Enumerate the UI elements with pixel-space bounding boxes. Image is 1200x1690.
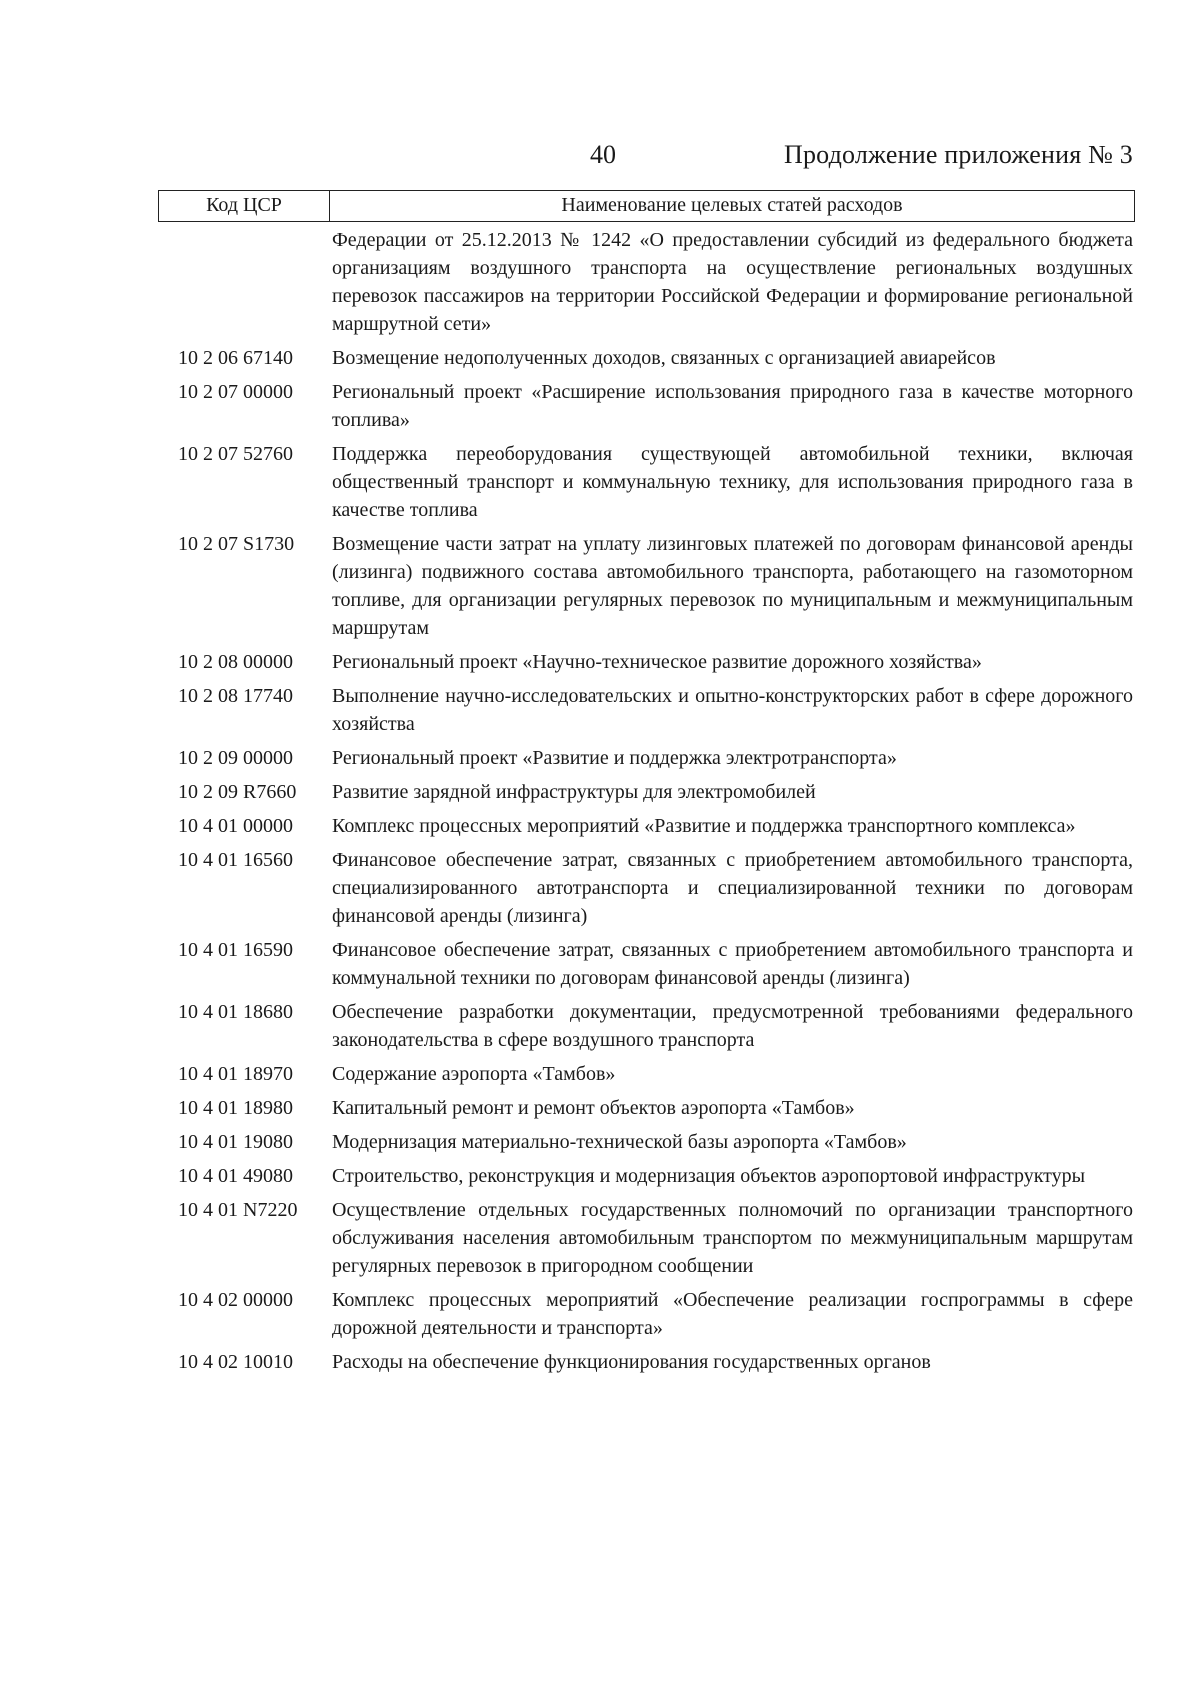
row-name: Региональный проект «Расширение использования природного газа в качестве моторного топлива» <box>332 381 1133 431</box>
table-row <box>158 812 1135 840</box>
table-row <box>158 846 1135 930</box>
table-row <box>158 936 1135 992</box>
row-name: Строительство, реконструкция и модернизация объектов аэропортовой инфраструктуры <box>332 1165 1086 1187</box>
page-header <box>0 140 1200 180</box>
table-row <box>158 1196 1135 1280</box>
row-code: 10 2 08 00000 <box>178 651 293 673</box>
row-code: 10 2 08 17740 <box>178 685 293 707</box>
table-row <box>158 648 1135 676</box>
appendix-continuation-title: Продолжение приложения № 3 <box>783 140 1133 169</box>
table-row <box>158 1162 1135 1190</box>
row-code: 10 4 01 16590 <box>178 939 293 961</box>
row-code: 10 2 07 00000 <box>178 381 293 403</box>
row-code: 10 2 07 52760 <box>178 443 293 465</box>
table-row <box>158 778 1135 806</box>
row-name: Региональный проект «Развитие и поддержка электротранспорта» <box>332 747 897 769</box>
table-row <box>158 998 1135 1054</box>
table-row <box>158 1348 1135 1376</box>
page-number: 40 <box>590 140 616 169</box>
table-row <box>158 378 1135 434</box>
table-body <box>158 226 1135 1382</box>
row-code: 10 2 09 R7660 <box>178 781 297 803</box>
row-code: 10 2 07 S1730 <box>178 533 295 555</box>
row-name: Поддержка переоборудования существующей автомобильной техники, включая общественный транспорт и коммунальную технику, для использования природного газа в качестве топлива <box>332 443 1133 521</box>
row-code: 10 4 01 N7220 <box>178 1199 298 1221</box>
row-name: Финансовое обеспечение затрат, связанных с приобретением автомобильного транспорта, специализированного автотранспорта и специализированной техники по договорам финансовой аренды (лизинга) <box>332 849 1133 927</box>
row-name: Выполнение научно-исследовательских и опытно-конструкторских работ в сфере дорожного хозяйства <box>332 685 1133 735</box>
row-name: Расходы на обеспечение функционирования государственных органов <box>332 1351 931 1373</box>
row-name: Капитальный ремонт и ремонт объектов аэропорта «Тамбов» <box>332 1097 855 1119</box>
row-name: Осуществление отдельных государственных полномочий по организации транспортного обслуживания населения автомобильным транспортом по межмуниципальным маршрутам регулярных перевозок в пригородном сообщении <box>332 1199 1133 1277</box>
header-name: Наименование целевых статей расходов <box>561 194 903 216</box>
row-name: Развитие зарядной инфраструктуры для электромобилей <box>332 781 816 803</box>
table-row <box>158 1060 1135 1088</box>
row-code: 10 2 06 67140 <box>178 347 293 369</box>
row-code: 10 4 01 49080 <box>178 1165 293 1187</box>
header-code: Код ЦСР <box>159 191 330 221</box>
row-code: 10 4 01 19080 <box>178 1131 293 1153</box>
row-code <box>158 226 328 338</box>
row-name: Финансовое обеспечение затрат, связанных с приобретением автомобильного транспорта и коммунальной техники по договорам финансовой аренды (лизинга) <box>332 939 1133 989</box>
row-code: 10 2 09 00000 <box>178 747 293 769</box>
row-name: Региональный проект «Научно-техническое развитие дорожного хозяйства» <box>332 651 982 673</box>
row-code: 10 4 01 16560 <box>178 849 293 871</box>
row-code: 10 4 02 00000 <box>178 1289 293 1311</box>
table-row <box>158 682 1135 738</box>
table-row <box>158 344 1135 372</box>
table-row <box>158 440 1135 524</box>
row-name: Комплекс процессных мероприятий «Обеспечение реализации госпрограммы в сфере дорожной деятельности и транспорта» <box>332 1289 1133 1339</box>
row-code: 10 4 01 18970 <box>178 1063 293 1085</box>
row-code: 10 4 01 00000 <box>178 815 293 837</box>
row-name: Федерации от 25.12.2013 № 1242 «О предоставлении субсидий из федерального бюджета организациям воздушного транспорта на осуществление региональных воздушных перевозок пассажиров на территории Российской Федерации и формирование региональной маршрутной сети» <box>332 229 1133 335</box>
row-code: 10 4 02 10010 <box>178 1351 293 1373</box>
table-row <box>158 1286 1135 1342</box>
table-row <box>158 530 1135 642</box>
row-name: Комплекс процессных мероприятий «Развитие и поддержка транспортного комплекса» <box>332 815 1076 837</box>
row-name: Модернизация материально-технической базы аэропорта «Тамбов» <box>332 1131 907 1153</box>
row-name: Содержание аэропорта «Тамбов» <box>332 1063 616 1085</box>
row-name: Обеспечение разработки документации, предусмотренной требованиями федерального законодательства в сфере воздушного транспорта <box>332 1001 1133 1051</box>
table-row <box>158 226 1135 338</box>
table-header <box>158 190 1135 222</box>
row-name: Возмещение недополученных доходов, связанных с организацией авиарейсов <box>332 347 996 369</box>
row-code: 10 4 01 18680 <box>178 1001 293 1023</box>
row-code: 10 4 01 18980 <box>178 1097 293 1119</box>
row-name: Возмещение части затрат на уплату лизинговых платежей по договорам финансовой аренды (лизинга) подвижного состава автомобильного транспорта, работающего на газомоторном топливе, для организации регулярных перевозок по муниципальным и межмуниципальным маршрутам <box>332 533 1133 639</box>
table-row <box>158 744 1135 772</box>
table-row <box>158 1094 1135 1122</box>
table-row <box>158 1128 1135 1156</box>
